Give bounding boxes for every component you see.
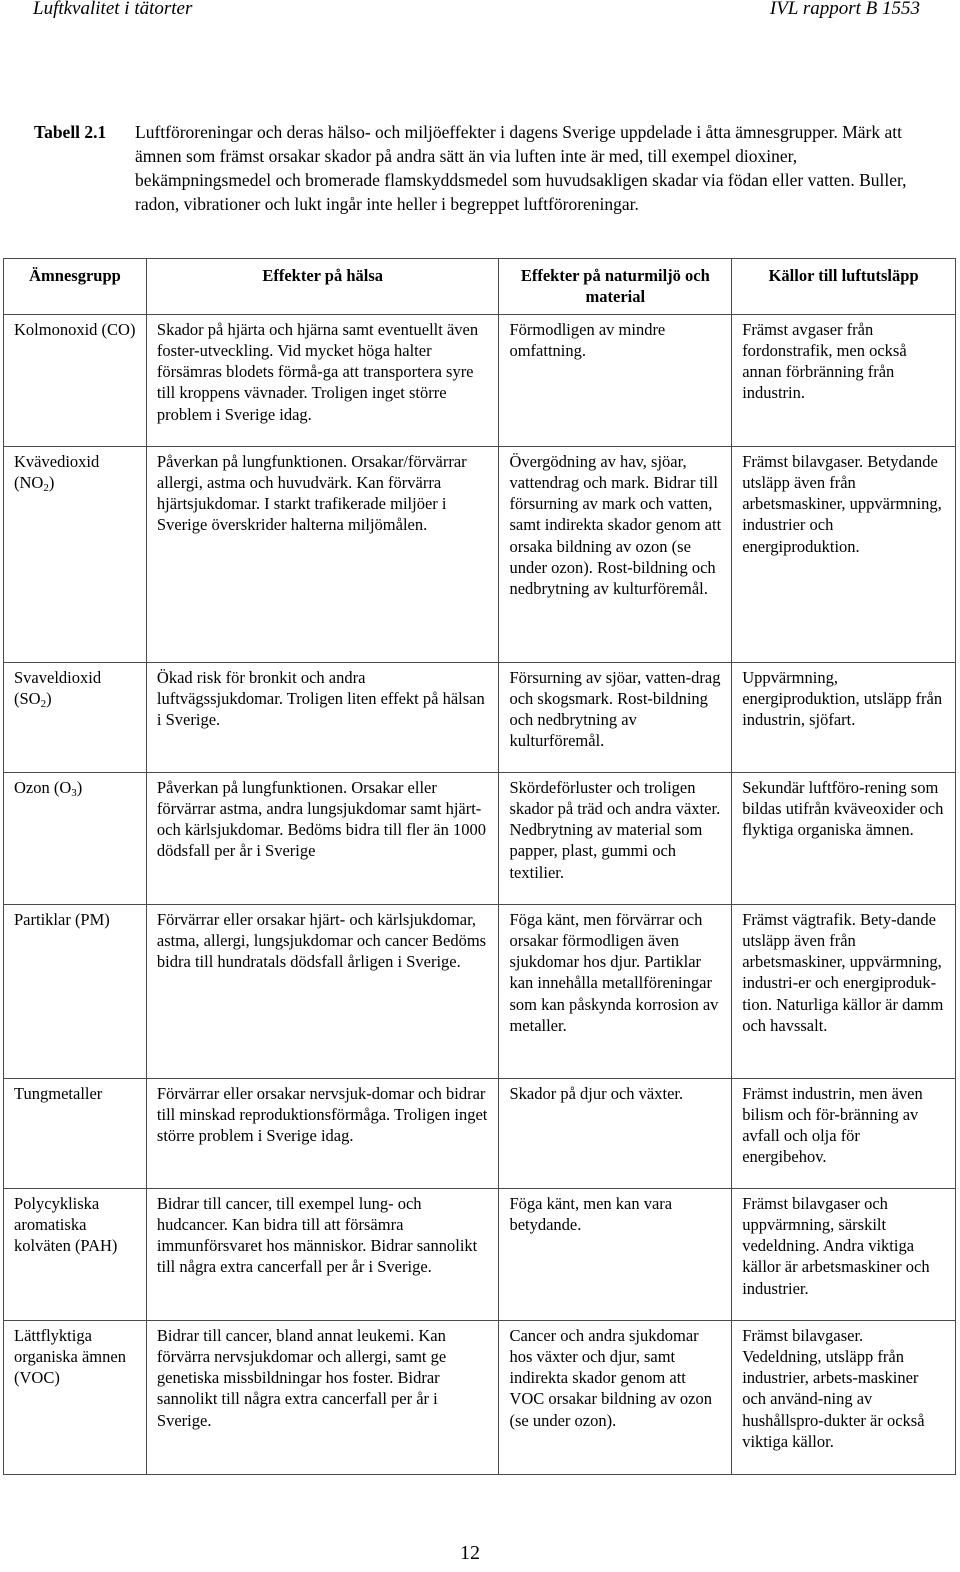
cell-nature: Föga känt, men kan vara betydande. [499,1188,732,1320]
group-subscript: 2 [40,697,47,710]
cell-group: Tungmetaller [4,1078,147,1188]
header-group: Ämnesgrupp [4,259,147,315]
cell-group: Kolmonoxid (CO) [4,314,147,446]
cell-health: Bidrar till cancer, bland annat leukemi. Kan förvärra nervsjukdomar och allergi, samt ge genetiska missbildningar hos foster. Bidrar sannolikt till några extra cancerfall per år i Sverige. [146,1320,499,1474]
table-caption [34,120,914,216]
cell-nature: Skördeförluster och troligen skador på träd och andra växter. Nedbrytning av material som papper, plast, gummi och textilier. [499,772,732,904]
group-subscript: 2 [43,481,49,494]
cell-health: Förvärrar eller orsakar nervsjuk-domar och bidrar till minskad reproduktionsförmåga. Troligen inget större problem i Sverige idag. [146,1078,499,1188]
page-number: 12 [460,1542,480,1564]
cell-nature: Försurning av sjöar, vatten-drag och skogsmark. Rost-bildning och nedbrytning av kulturföremål. [499,662,732,772]
cell-sources: Främst industrin, men även bilism och för-bränning av avfall och olja för energibehov. [732,1078,956,1188]
cell-sources: Främst avgaser från fordonstrafik, men också annan förbränning från industrin. [732,314,956,446]
cell-group: Partiklar (PM) [4,904,147,1078]
group-name: Ozon (O [14,777,72,797]
cell-sources: Främst bilavgaser. Betydande utsläpp även från arbetsmaskiner, uppvärmning, industrier och energiproduktion. [732,446,956,662]
group-formula: (NO [14,472,44,492]
group-subscript: 3 [71,786,77,799]
cell-group: Polycykliska aromatiska kolväten (PAH) [4,1188,147,1320]
cell-health: Bidrar till cancer, till exempel lung- och hudcancer. Kan bidra till att försämra immunförsvaret hos människor. Bidrar sannolikt till några extra cancerfall per år i Sverige. [146,1188,499,1320]
header-left-title: Luftkvalitet i tätorter [33,0,193,19]
cell-health: Påverkan på lungfunktionen. Orsakar eller förvärrar astma, andra lungsjukdomar samt hjärt- och kärlsjukdomar. Bedöms bidra till fler än 1000 dödsfall per år i Sverige [146,772,499,904]
header-sources: Källor till luftutsläpp [732,259,956,315]
group-formula-end: ) [48,472,55,492]
cell-sources: Främst bilavgaser och uppvärmning, särskilt vedeldning. Andra viktiga källor är arbetsmaskiner och industrier. [732,1188,956,1320]
cell-group [4,662,147,772]
group-formula: (SO [14,688,41,708]
table-row [4,1078,956,1188]
cell-nature: Övergödning av hav, sjöar, vattendrag och mark. Bidrar till försurning av mark och vatten, samt indirekta skador genom att orsaka bildning av ozon (se under ozon). Rost-bildning och nedbrytning av kulturföremål. [499,446,732,662]
table-row [4,904,956,1078]
table-row [4,772,956,904]
group-name: Kvävedioxid [14,451,100,471]
cell-sources: Uppvärmning, energiproduktion, utsläpp från industrin, sjöfart. [732,662,956,772]
cell-sources: Sekundär luftföro-rening som bildas utifrån kväveoxider och flyktiga organiska ämnen. [732,772,956,904]
caption-label: Tabell 2.1 [34,122,107,142]
group-name: Svaveldioxid [14,667,102,687]
caption-text: Luftföroreningar och deras hälso- och miljöeffekter i dagens Sverige uppdelade i åtta ämnesgrupper. Märk att ämnen som främst orsakar skador på andra sätt än via luften inte är med, till exempel dioxiner, bekämpningsmedel och bromerade flamskyddsmedel som huvudsakligen skadar via födan eller vatten. Buller, radon, vibrationer och lukt ingår inte heller i begreppet luftföroreningar. [135,122,907,214]
pollutant-table [3,258,956,1475]
table-row [4,314,956,446]
page-header [0,0,960,24]
cell-sources: Främst vägtrafik. Bety-dande utsläpp även från arbetsmaskiner, uppvärmning, industri-er och energiproduk-tion. Naturliga källor är damm och havssalt. [732,904,956,1078]
table-row [4,446,956,662]
cell-group: Lättflyktiga organiska ämnen (VOC) [4,1320,147,1474]
cell-nature: Skador på djur och växter. [499,1078,732,1188]
table-row [4,1188,956,1320]
cell-health: Skador på hjärta och hjärna samt eventuellt även foster-utveckling. Vid mycket höga halter försämras blodets förmå-ga att transportera syre till kroppens vävnader. Troligen inget större problem i Sverige idag. [146,314,499,446]
cell-health: Förvärrar eller orsakar hjärt- och kärlsjukdomar, astma, allergi, lungsjukdomar och cancer Bedöms bidra till hundratals dödsfall årligen i Sverige. [146,904,499,1078]
cell-health: Ökad risk för bronkit och andra luftvägssjukdomar. Troligen liten effekt på hälsan i Sverige. [146,662,499,772]
cell-nature: Förmodligen av mindre omfattning. [499,314,732,446]
header-nature: Effekter på naturmiljö och material [499,259,732,315]
cell-health: Påverkan på lungfunktionen. Orsakar/förvärrar allergi, astma och huvudvärk. Kan förvärra hjärtsjukdomar. I starkt trafikerade miljöer i Sverige överskrider halterna miljömålen. [146,446,499,662]
table-header-row [4,259,956,315]
cell-sources: Främst bilavgaser. Vedeldning, utsläpp från industrier, arbets-maskiner och använd-ning av hushållspro-dukter är också viktiga källor. [732,1320,956,1474]
group-formula-end: ) [76,777,83,797]
table-row [4,1320,956,1474]
group-formula-end: ) [46,688,52,708]
header-health: Effekter på hälsa [146,259,499,315]
header-report-id: IVL rapport B 1553 [769,0,920,19]
table-row [4,662,956,772]
cell-group [4,446,147,662]
cell-nature: Cancer och andra sjukdomar hos växter och djur, samt indirekta skador genom att VOC orsakar bildning av ozon (se under ozon). [499,1320,732,1474]
cell-group [4,772,147,904]
cell-nature: Föga känt, men förvärrar och orsakar förmodligen även sjukdomar hos djur. Partiklar kan innehålla metallföreningar som kan påskynda korrosion av metaller. [499,904,732,1078]
